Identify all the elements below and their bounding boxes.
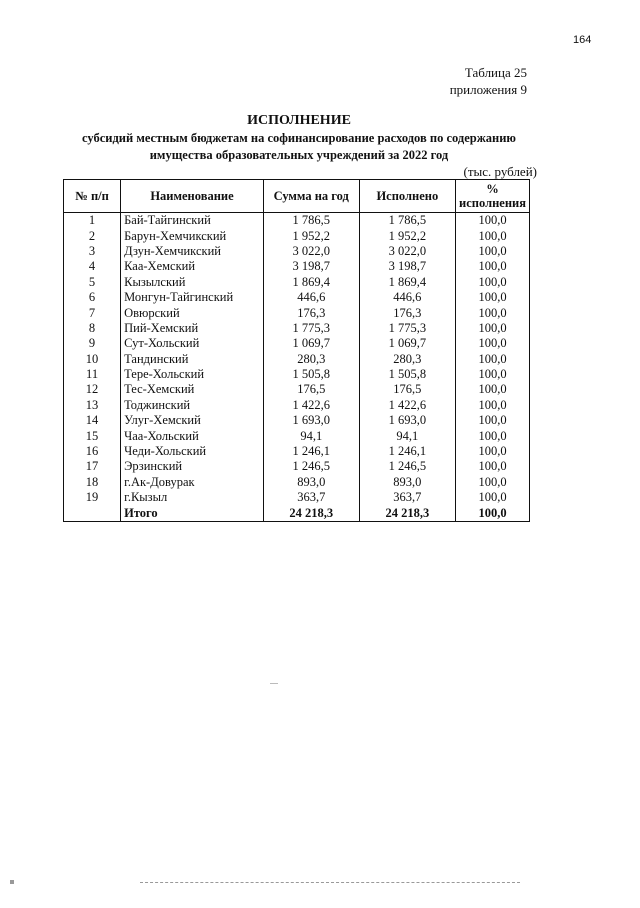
table-row — [64, 213, 530, 229]
cell-name: Дзун-Хемчикский — [121, 244, 264, 259]
cell-pct: 100,0 — [456, 290, 530, 305]
cell-name: Улуг-Хемский — [121, 413, 264, 428]
cell-done: 1 952,2 — [359, 228, 455, 243]
cell-name: Монгун-Тайгинский — [121, 290, 264, 305]
cell-pct: 100,0 — [456, 398, 530, 413]
cell-num: 8 — [64, 321, 121, 336]
table-row — [64, 398, 530, 413]
cell-name: Чеди-Хольский — [121, 444, 264, 459]
cell-num: 10 — [64, 352, 121, 367]
cell-name: Сут-Хольский — [121, 336, 264, 351]
footer-scan-line — [140, 882, 520, 885]
subtitle-line2: имущества образовательных учреждений за 2022 год — [149, 148, 449, 162]
cell-num: 17 — [64, 459, 121, 474]
cell-name: Каа-Хемский — [121, 259, 264, 274]
cell-num: 12 — [64, 382, 121, 397]
cell-sum: 1 246,1 — [263, 444, 359, 459]
cell-done: 1 869,4 — [359, 275, 455, 290]
cell-num: 16 — [64, 444, 121, 459]
table-total-row — [64, 505, 530, 521]
cell-sum: 280,3 — [263, 352, 359, 367]
cell-name: Барун-Хемчикский — [121, 228, 264, 243]
cell-done: 176,5 — [359, 382, 455, 397]
cell-num: 14 — [64, 413, 121, 428]
cell-done: 24 218,3 — [359, 505, 455, 521]
cell-sum: 1 246,5 — [263, 459, 359, 474]
cell-pct: 100,0 — [456, 475, 530, 490]
table-row — [64, 367, 530, 382]
cell-num: 7 — [64, 305, 121, 320]
cell-pct: 100,0 — [456, 505, 530, 521]
table-reference-line2: приложения 9 — [449, 82, 527, 97]
document-subtitle — [64, 130, 534, 164]
table-row — [64, 428, 530, 443]
table-row — [64, 382, 530, 397]
cell-done: 1 693,0 — [359, 413, 455, 428]
cell-name: Чаа-Хольский — [121, 428, 264, 443]
cell-sum: 176,3 — [263, 305, 359, 320]
cell-pct: 100,0 — [456, 228, 530, 243]
cell-pct: 100,0 — [456, 413, 530, 428]
cell-done: 1 775,3 — [359, 321, 455, 336]
cell-num: 11 — [64, 367, 121, 382]
table-row — [64, 459, 530, 474]
cell-sum: 1 775,3 — [263, 321, 359, 336]
cell-done: 176,3 — [359, 305, 455, 320]
cell-done: 446,6 — [359, 290, 455, 305]
cell-pct: 100,0 — [456, 352, 530, 367]
subsidy-table — [63, 179, 530, 522]
table-reference — [450, 64, 527, 98]
cell-sum: 1 069,7 — [263, 336, 359, 351]
cell-num: 15 — [64, 428, 121, 443]
document-title: ИСПОЛНЕНИЕ — [247, 113, 351, 128]
header-sum: Сумма на год — [263, 180, 359, 213]
table-header-row — [64, 180, 530, 213]
units-note: (тыс. рублей) — [463, 164, 537, 179]
cell-done: 1 246,1 — [359, 444, 455, 459]
cell-name: Пий-Хемский — [121, 321, 264, 336]
cell-done: 1 069,7 — [359, 336, 455, 351]
cell-sum: 1 693,0 — [263, 413, 359, 428]
cell-name: Тоджинский — [121, 398, 264, 413]
cell-done: 893,0 — [359, 475, 455, 490]
cell-name: Тандинский — [121, 352, 264, 367]
cell-sum: 3 198,7 — [263, 259, 359, 274]
cell-num: 6 — [64, 290, 121, 305]
table-row — [64, 444, 530, 459]
cell-sum: 363,7 — [263, 490, 359, 505]
cell-done: 3 198,7 — [359, 259, 455, 274]
cell-num: 3 — [64, 244, 121, 259]
cell-num: 13 — [64, 398, 121, 413]
cell-done: 1 505,8 — [359, 367, 455, 382]
table-body — [64, 213, 530, 522]
cell-pct: 100,0 — [456, 382, 530, 397]
cell-num: 18 — [64, 475, 121, 490]
cell-pct: 100,0 — [456, 444, 530, 459]
table-row — [64, 475, 530, 490]
cell-done: 363,7 — [359, 490, 455, 505]
table-row — [64, 321, 530, 336]
cell-pct: 100,0 — [456, 305, 530, 320]
cell-name: Итого — [121, 505, 264, 521]
cell-num: 4 — [64, 259, 121, 274]
cell-name: Бай-Тайгинский — [121, 213, 264, 229]
cell-sum: 176,5 — [263, 382, 359, 397]
table-row — [64, 290, 530, 305]
cell-pct: 100,0 — [456, 213, 530, 229]
cell-name: Тес-Хемский — [121, 382, 264, 397]
cell-pct: 100,0 — [456, 259, 530, 274]
cell-sum: 24 218,3 — [263, 505, 359, 521]
cell-name: Кызылский — [121, 275, 264, 290]
cell-done: 1 786,5 — [359, 213, 455, 229]
cell-name: г.Ак-Довурак — [121, 475, 264, 490]
table-row — [64, 413, 530, 428]
header-done: Исполнено — [359, 180, 455, 213]
cell-sum: 1 786,5 — [263, 213, 359, 229]
table-row — [64, 490, 530, 505]
table-row — [64, 259, 530, 274]
cell-pct: 100,0 — [456, 321, 530, 336]
table-row — [64, 305, 530, 320]
table-row — [64, 244, 530, 259]
table-row — [64, 275, 530, 290]
header-num: № п/п — [64, 180, 121, 213]
cell-done: 280,3 — [359, 352, 455, 367]
cell-done: 1 246,5 — [359, 459, 455, 474]
cell-pct: 100,0 — [456, 490, 530, 505]
cell-name: г.Кызыл — [121, 490, 264, 505]
cell-sum: 3 022,0 — [263, 244, 359, 259]
cell-sum: 893,0 — [263, 475, 359, 490]
cell-name: Овюрский — [121, 305, 264, 320]
cell-name: Тере-Хольский — [121, 367, 264, 382]
cell-sum: 1 952,2 — [263, 228, 359, 243]
cell-sum: 1 505,8 — [263, 367, 359, 382]
cell-pct: 100,0 — [456, 336, 530, 351]
cell-done: 1 422,6 — [359, 398, 455, 413]
cell-sum: 1 422,6 — [263, 398, 359, 413]
cell-done: 3 022,0 — [359, 244, 455, 259]
cell-sum: 1 869,4 — [263, 275, 359, 290]
cell-done: 94,1 — [359, 428, 455, 443]
cell-num — [64, 505, 121, 521]
table-reference-line1: Таблица 25 — [464, 65, 527, 80]
table-row — [64, 336, 530, 351]
table-row — [64, 352, 530, 367]
cell-sum: 446,6 — [263, 290, 359, 305]
cell-pct: 100,0 — [456, 459, 530, 474]
cell-pct: 100,0 — [456, 275, 530, 290]
cell-num: 1 — [64, 213, 121, 229]
cell-num: 5 — [64, 275, 121, 290]
cell-num: 2 — [64, 228, 121, 243]
cell-num: 9 — [64, 336, 121, 351]
subtitle-line1: субсидий местным бюджетам на софинансирование расходов по содержанию — [82, 131, 516, 145]
cell-num: 19 — [64, 490, 121, 505]
scan-mark — [270, 683, 278, 684]
page-number: 164 — [573, 34, 592, 46]
scan-mark-left — [10, 880, 14, 884]
cell-pct: 100,0 — [456, 244, 530, 259]
cell-pct: 100,0 — [456, 428, 530, 443]
cell-pct: 100,0 — [456, 367, 530, 382]
table-row — [64, 228, 530, 243]
header-pct: % исполнения — [456, 180, 530, 213]
cell-name: Эрзинский — [121, 459, 264, 474]
cell-sum: 94,1 — [263, 428, 359, 443]
header-name: Наименование — [121, 180, 264, 213]
